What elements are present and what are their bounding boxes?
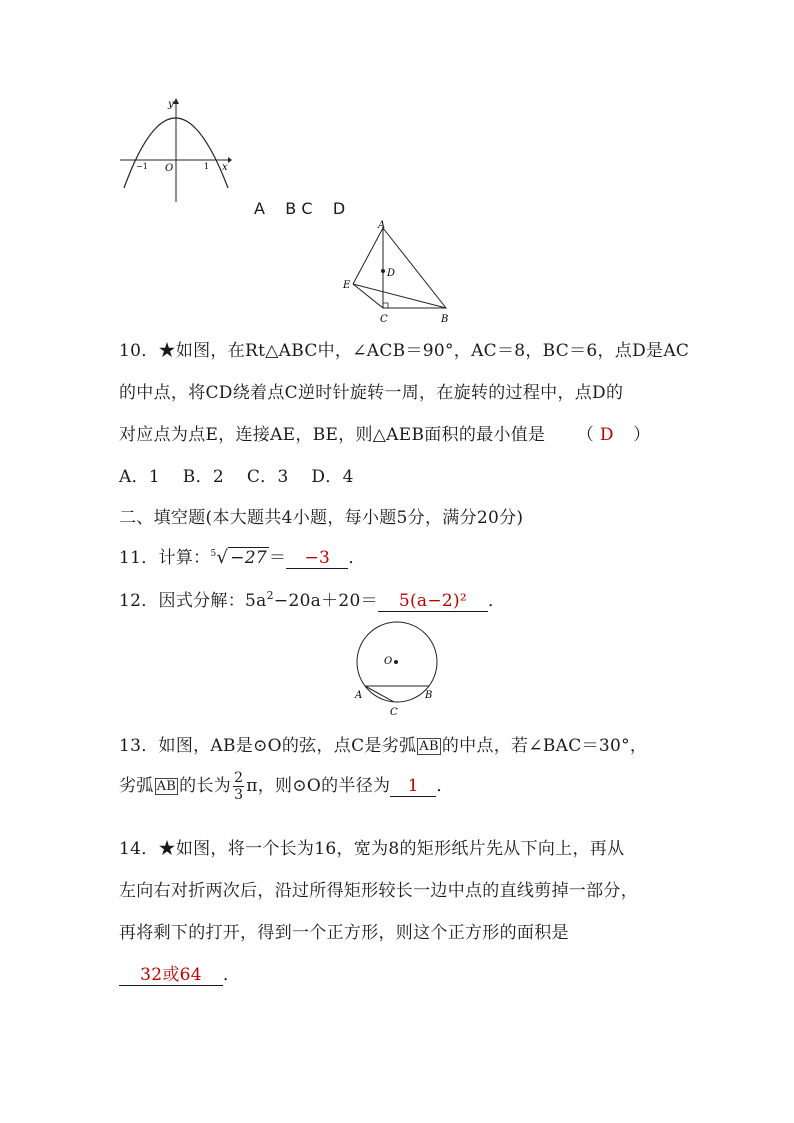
q10-paren-open: （ [576,425,595,445]
label-c: C [390,707,398,718]
section-2-heading: 二、填空题(本大题共4小题，每小题5分，满分20分) [119,508,524,528]
fraction-two-thirds [233,770,244,803]
q14-line4 [119,960,240,986]
segment-ae [353,228,383,284]
q11-equals: ＝ [269,548,287,568]
y-axis-label: y [168,99,174,110]
one-label: 1 [204,162,210,171]
fraction-numerator: 2 [234,770,244,786]
label-e: E [343,280,351,291]
q13-l1b: 的中点，若∠BAC＝30°， [441,736,648,756]
q12-blank [378,591,488,612]
circle-figure [352,620,444,718]
q10-line3 [119,420,651,445]
q11-blank [286,548,348,569]
q14-answer: 32或64 [140,965,202,985]
q10-options: A．1 B．2 C．3 D．4 [119,467,354,487]
q14-line3: 再将剩下的打开，得到一个正方形，则这个正方形的面积是 [119,923,569,943]
arc-ab-symbol: AB [156,779,177,794]
label-a: A [378,220,386,231]
q13-l2a: 劣弧 [119,776,154,796]
q13-l2b: 的长为 [179,776,232,796]
segment-eb [353,284,446,308]
q12-end: ． [487,591,506,611]
q12-rest: −20a＋20＝ [273,591,378,611]
q13-blank [390,776,436,797]
fraction-denominator: 3 [234,787,244,803]
label-b: B [441,314,449,325]
q10-line1: 10．★如图，在Rt△ABC中，∠ACB＝90°，AC＝8，BC＝6，点D是AC [119,341,690,361]
segment-ac [365,686,394,702]
q14-line2: 左向右对折两次后，沿过所得矩形较长一边中点的直线剪掉一部分， [119,881,638,901]
label-c: C [380,314,388,325]
q13-end: ． [436,776,454,796]
q11-prefix: 11．计算： [119,548,211,568]
origin-label: O [165,163,174,174]
q10-answer: D [599,425,614,445]
q12-exponent: 2 [266,589,274,602]
triangle-figure [340,218,460,328]
q13-line2 [119,770,454,803]
choices-row: A B C D [254,199,346,218]
q13-l1a: 13．如图，AB是⊙O的弦，点C是劣弧 [119,736,417,756]
q10-line3-text: 对应点为点E，连接AE，BE，则△AEB面积的最小值是 [119,425,546,445]
q14-end: ． [223,965,241,985]
y-axis-arrow [173,98,179,104]
label-d: D [387,268,396,279]
q12-answer: 5(a−2)² [398,591,468,611]
q11-answer: −3 [304,548,331,568]
right-angle-mark [383,303,388,308]
root-index: 5 [210,549,217,559]
q14-line1: 14．★如图，将一个长为16，宽为8的矩形纸片先从下向上，再从 [119,839,625,859]
q14-blank [119,960,223,986]
label-b: B [425,690,433,701]
q13-answer: 1 [407,776,419,796]
x-axis-arrow [228,157,232,163]
label-a: A [355,690,363,701]
parabola-graph [118,96,233,204]
arc-ab-symbol: AB [419,739,439,754]
x-axis-label: x [222,162,228,173]
radical-sign-icon: √ [216,547,229,568]
q10-paren-close: ） [633,425,651,445]
q11-line [119,543,366,569]
radicand: −27 [230,548,268,568]
q11-end: ． [348,548,366,568]
q13-pi-text: π，则⊙O的半径为 [246,776,391,796]
q12-prefix: 12．因式分解：5a [119,591,267,611]
q13-line1 [119,731,647,756]
label-o: O [384,656,393,667]
center-point [394,660,398,664]
neg-one-label: −1 [136,162,148,171]
point-d [381,269,385,273]
fifth-root-expression [210,547,269,568]
q10-line2: 的中点，将CD绕着点C逆时针旋转一周，在旋转的过程中，点D的 [119,383,624,403]
q12-line [119,586,505,612]
